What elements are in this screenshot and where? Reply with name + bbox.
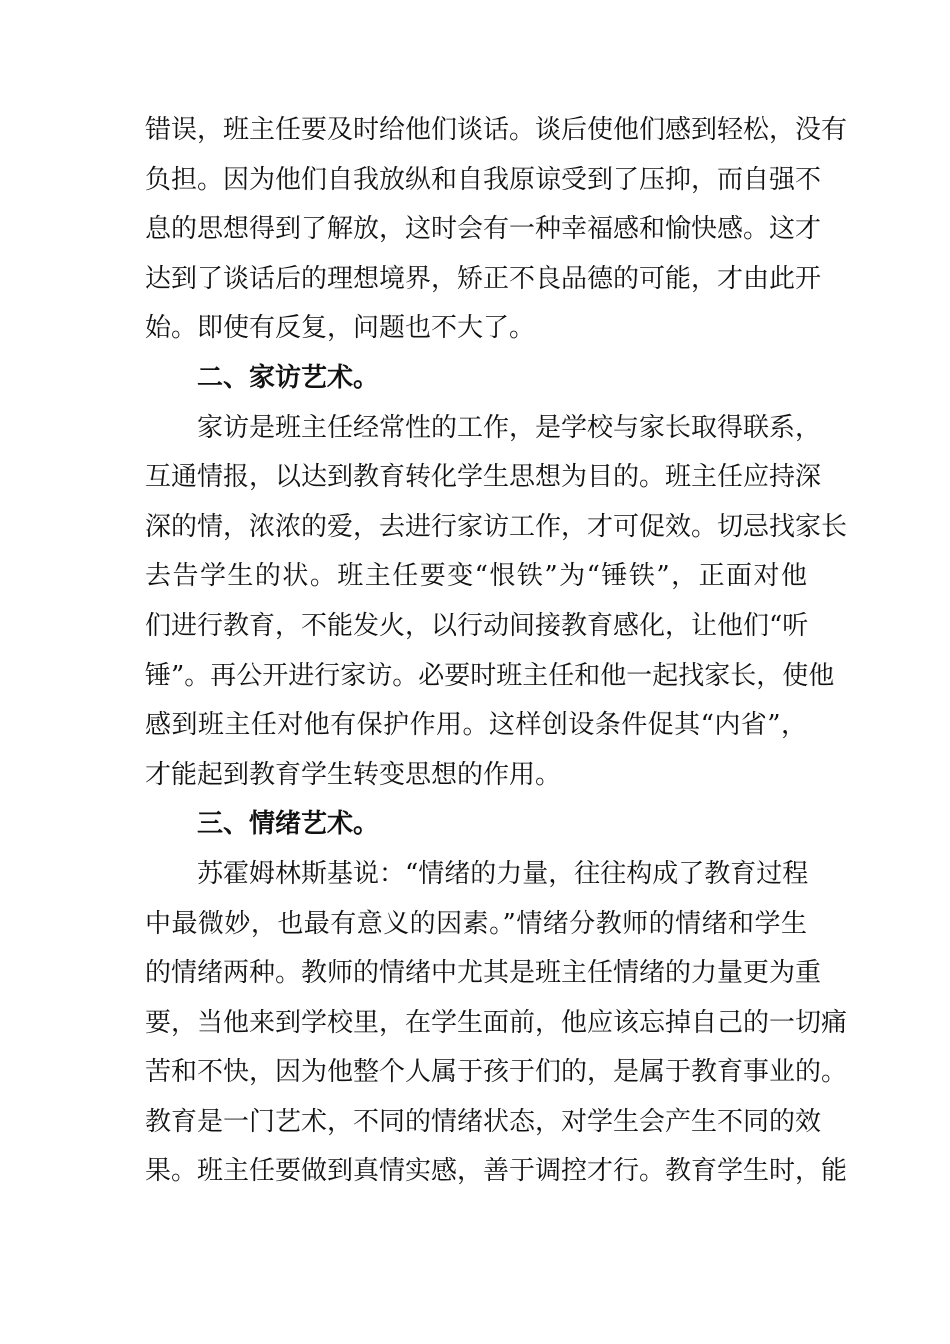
text-line: 达到了谈话后的理想境界，矫正不良品德的可能，才由此开 — [145, 263, 822, 294]
section-heading-emotion: 三、情绪艺术。 — [197, 809, 380, 840]
paragraph-home-visit — [145, 404, 848, 801]
text-line: 错误，班主任要及时给他们谈话。谈后使他们感到轻松，没有 — [145, 115, 848, 145]
text-line: 感到班主任对他有保护作用。这样创设条件促其“内省”， — [145, 710, 807, 741]
text-line: 家访是班主任经常性的工作，是学校与家长取得联系， — [197, 412, 822, 443]
document-page — [145, 106, 848, 1197]
text-line: 教育是一门艺术，不同的情绪状态，对学生会产生不同的效 — [145, 1106, 822, 1137]
text-line: 的情绪两种。教师的情绪中尤其是班主任情绪的力量更为重 — [145, 958, 822, 989]
text-line: 要，当他来到学校里，在学生面前，他应该忘掉自己的一切痛 — [145, 1007, 848, 1038]
section-heading-home-visit: 二、家访艺术。 — [197, 362, 380, 393]
text-line: 中最微妙，也最有意义的因素。”情绪分教师的情绪和学生 — [145, 908, 807, 939]
text-line: 才能起到教育学生转变思想的作用。 — [145, 759, 562, 790]
paragraph-talk-continued — [145, 106, 848, 354]
text-line: 息的思想得到了解放，这时会有一种幸福感和愉快感。这才 — [145, 214, 822, 245]
text-line: 去告学生的状。班主任要变“恨铁”为“锤铁”，正面对他 — [145, 561, 807, 592]
paragraph-emotion — [145, 850, 848, 1197]
text-line: 锤”。再公开进行家访。必要时班主任和他一起找家长，使他 — [145, 660, 835, 691]
text-line: 苏霍姆林斯基说：“情绪的力量，往往构成了教育过程 — [197, 858, 809, 889]
text-line: 们进行教育，不能发火，以行动间接教育感化，让他们“听 — [145, 610, 809, 641]
text-line: 负担。因为他们自我放纵和自我原谅受到了压抑，而自强不 — [145, 164, 822, 195]
text-line: 互通情报，以达到教育转化学生思想为目的。班主任应持深 — [145, 462, 822, 493]
text-line: 始。即使有反复，问题也不大了。 — [145, 313, 536, 344]
text-line: 苦和不快，因为他整个人属于孩于们的，是属于教育事业的。 — [145, 1057, 848, 1088]
text-line: 深的情，浓浓的爱，去进行家访工作，才可促效。切忌找家长 — [145, 511, 848, 542]
text-line: 果。班主任要做到真情实感，善于调控才行。教育学生时，能 — [145, 1156, 848, 1187]
